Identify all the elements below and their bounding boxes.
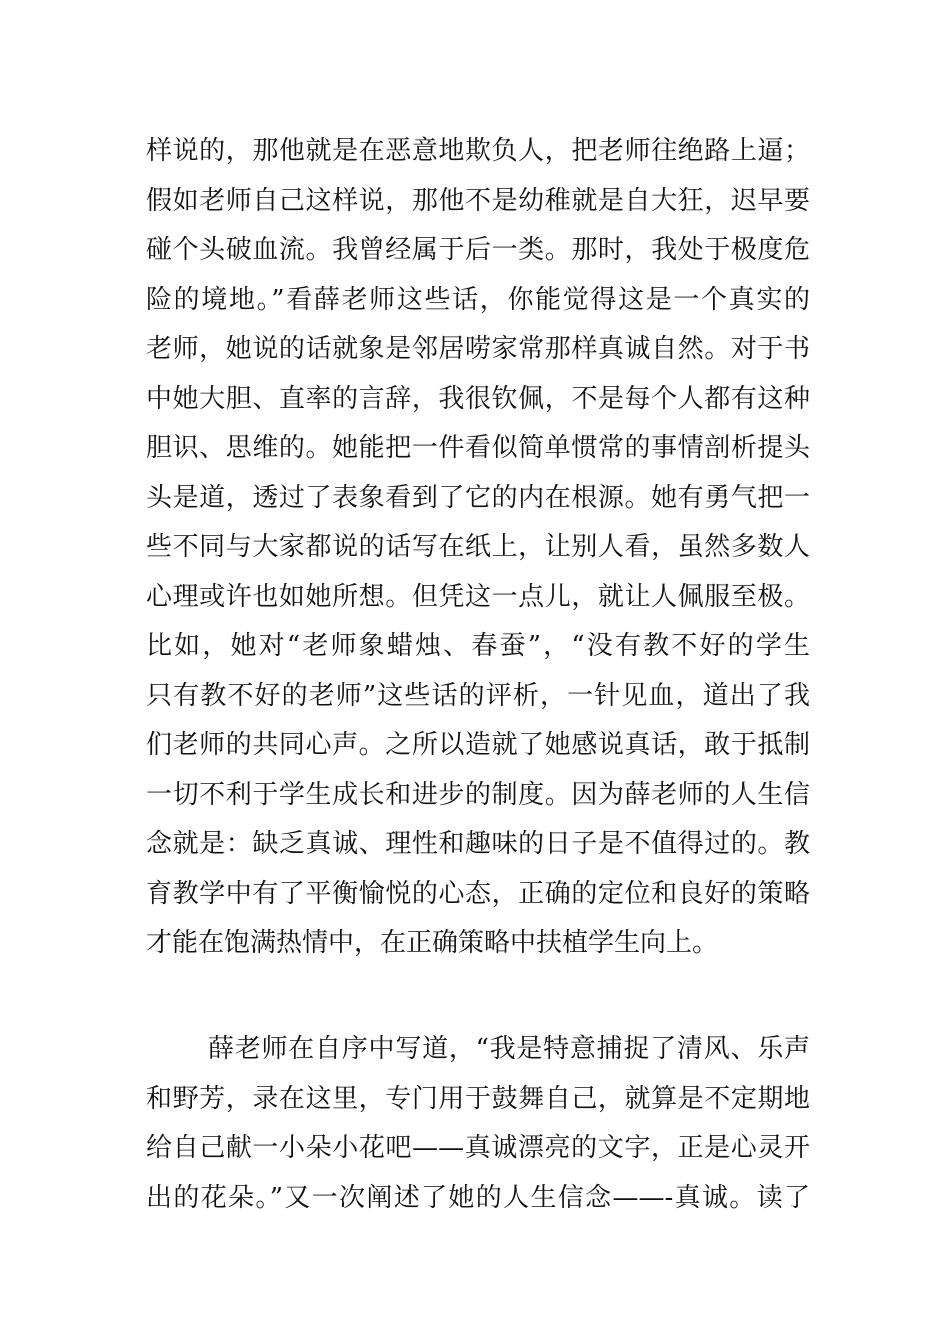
- text-line: 念就是：缺乏真诚、理性和趣味的日子是不值得过的。教: [146, 829, 810, 859]
- text-line: 一切不利于学生成长和进步的制度。因为薛老师的人生信: [146, 779, 810, 810]
- text-line: 才能在饱满热情中，在正确策略中扶植学生向上。: [146, 928, 719, 958]
- text-line: 薛老师在自序中写道，“我是特意捕捉了清风、乐声: [208, 1034, 810, 1064]
- text-line: 样说的，那他就是在恶意地欺负人，把老师往绝路上逼；: [146, 136, 810, 166]
- text-line: 碰个头破血流。我曾经属于后一类。那时，我处于极度危: [146, 235, 810, 265]
- text-line: 只有教不好的老师”这些话的评析，一针见血，道出了我: [146, 680, 810, 711]
- paragraph-1: [146, 127, 810, 969]
- text-line: 比如，她对“老师象蜡烛、春蚕”，“没有教不好的学生: [146, 631, 810, 661]
- text-line: 假如老师自己这样说，那他不是幼稚就是自大狂，迟早要: [146, 185, 810, 216]
- paragraph-2: [146, 1025, 810, 1223]
- text-line: 育教学中有了平衡愉悦的心态，正确的定位和良好的策略: [146, 878, 810, 909]
- text-line: 险的境地。”看薛老师这些话，你能觉得这是一个真实的: [146, 284, 810, 315]
- text-line: 胆识、思维的。她能把一件看似简单惯常的事情剖析提头: [146, 433, 810, 463]
- text-line: 们老师的共同心声。之所以造就了她感说真话，敢于抵制: [146, 730, 810, 760]
- text-line: 老师，她说的话就象是邻居唠家常那样真诚自然。对于书: [146, 334, 810, 364]
- text-line: 给自己献一小朵小花吧——真诚漂亮的文字，正是心灵开: [146, 1133, 810, 1163]
- text-line: 心理或许也如她所想。但凭这一点儿，就让人佩服至极。: [146, 581, 810, 612]
- text-line: 些不同与大家都说的话写在纸上，让别人看，虽然多数人: [146, 532, 810, 562]
- text-line: 和野芳，录在这里，专门用于鼓舞自己，就算是不定期地: [146, 1083, 810, 1114]
- text-line: 中她大胆、直率的言辞，我很钦佩，不是每个人都有这种: [146, 383, 810, 414]
- text-line: 出的花朵。”又一次阐述了她的人生信念——-真诚。读了: [146, 1182, 810, 1213]
- text-line: 头是道，透过了表象看到了它的内在根源。她有勇气把一: [146, 482, 810, 513]
